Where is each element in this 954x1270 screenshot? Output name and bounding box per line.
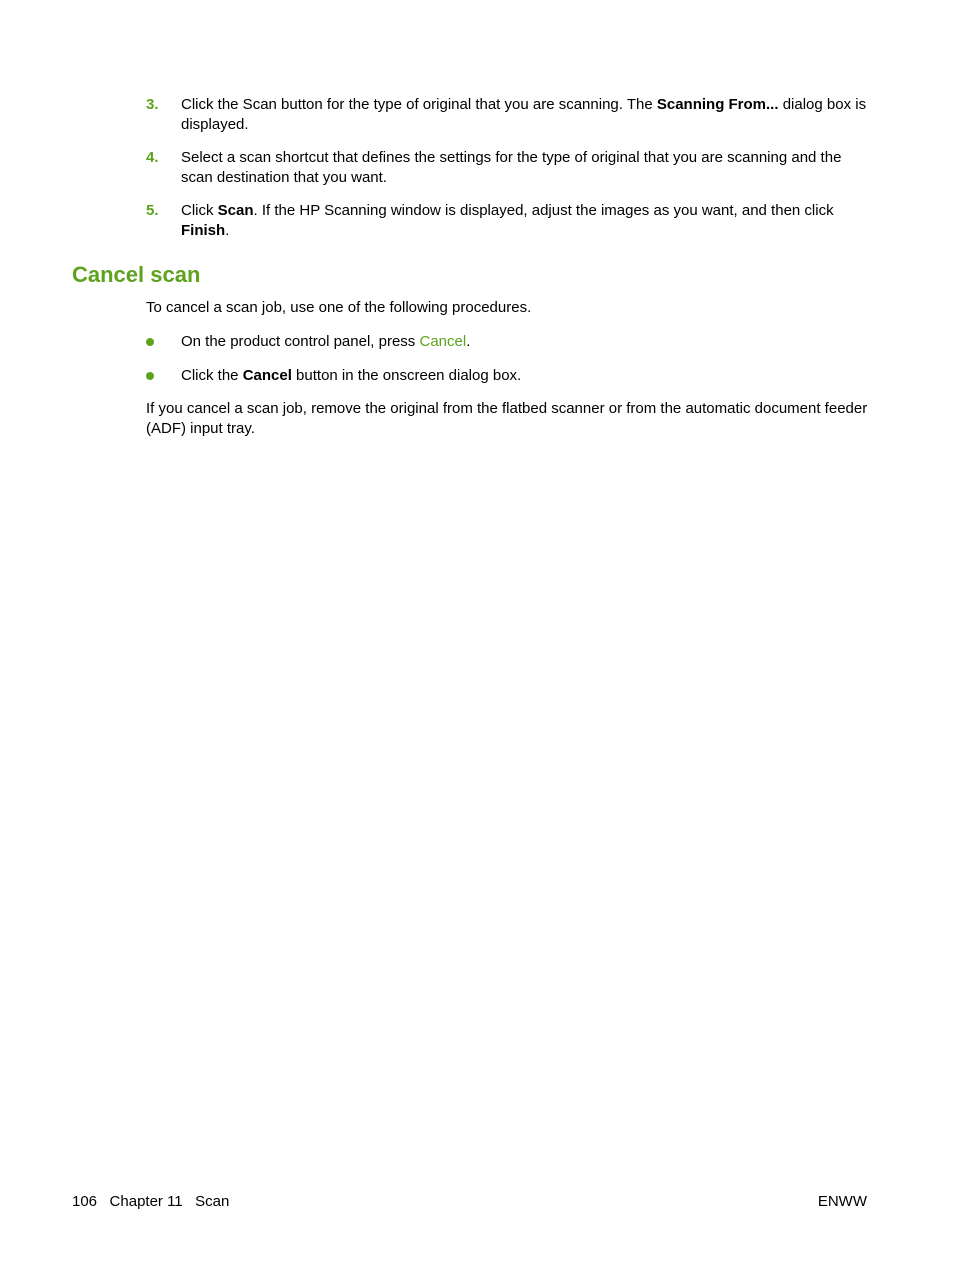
page-footer-left [72,1192,229,1212]
step-5 [146,201,872,240]
section-closing: If you cancel a scan job, remove the original from the flatbed scanner or from the automatic document feeder (ADF) input tray. [146,400,868,437]
chapter-title: Scan [195,1193,230,1210]
step-text: Click the Scan button for the type of original that you are scanning. The Scanning From... dialog box is displayed. [181,96,867,133]
bullet-item-onscreen: Click the Cancel button in the onscreen dialog box. [146,366,872,386]
ui-term-scan: Scan [217,202,254,219]
section-intro: To cancel a scan job, use one of the following procedures. [146,299,532,316]
page-number: 106 [72,1193,98,1210]
step-4 [146,148,872,187]
step-text: Click Scan. If the HP Scanning window is displayed, adjust the images as you want, and then click Finish. [181,202,834,239]
cancel-link[interactable]: Cancel [419,333,467,350]
chapter-label: Chapter 11 [109,1193,183,1210]
bullet-item-control-panel: On the product control panel, press Cancel. [146,332,872,352]
ui-term-finish: Finish [181,221,226,239]
step-number: 3. [146,96,159,113]
step-number: 5. [146,202,159,219]
ui-term-cancel: Cancel [242,367,292,384]
step-3 [146,95,872,134]
step-number: 4. [146,149,159,166]
bullet-icon [146,338,154,346]
page-footer-locale: ENWW [817,1193,867,1210]
step-text: Select a scan shortcut that defines the settings for the type of original that you are scanning and the scan destination that you want. [181,149,842,186]
section-heading: Cancel scan [72,262,201,287]
bullet-icon [146,372,154,380]
ui-term-scanning-from: Scanning From... [656,96,779,113]
